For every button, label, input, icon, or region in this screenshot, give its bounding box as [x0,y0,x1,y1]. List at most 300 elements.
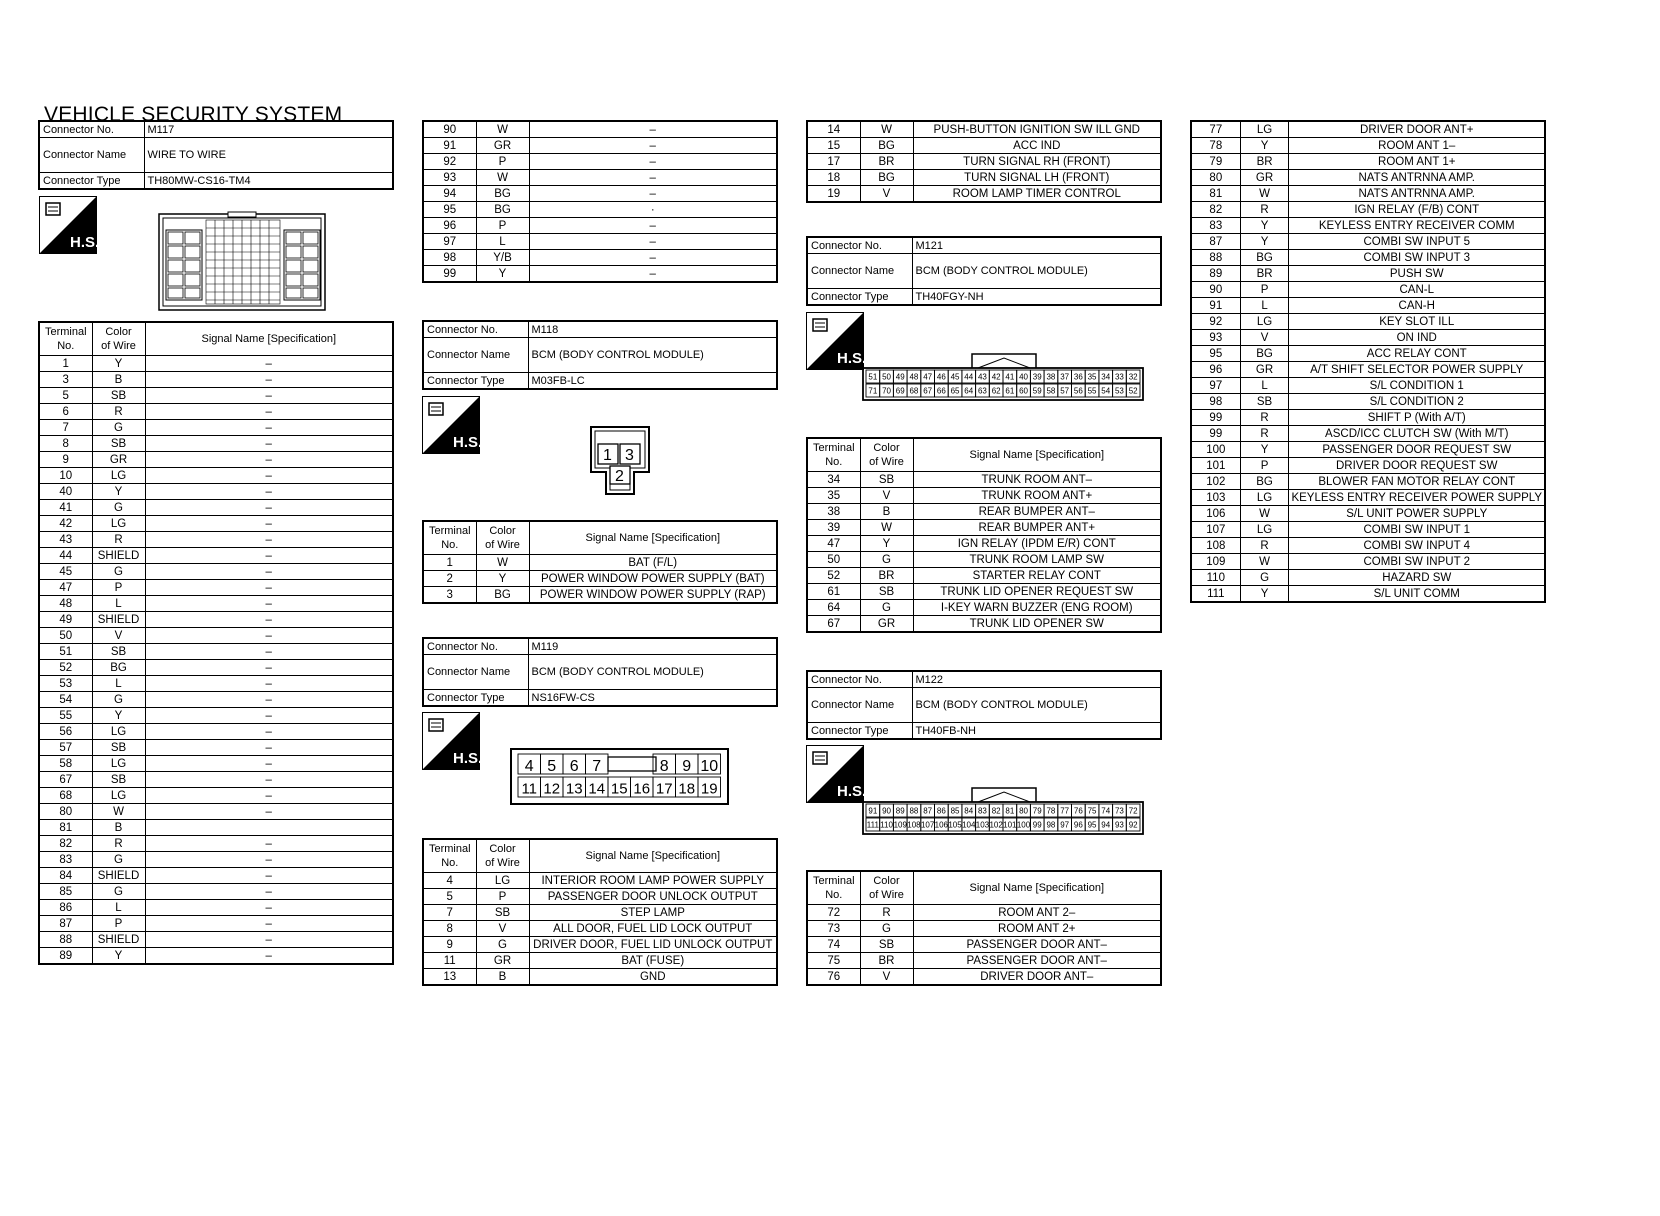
signal-cell: – [145,404,393,420]
pin-number: 91 [868,806,878,816]
pin-number: 96 [1073,820,1083,830]
table-row [1191,186,1545,202]
signal-cell: – [145,772,393,788]
label: Connector Type [423,690,528,707]
m118-connector-diagram [590,426,650,496]
m118-pin: 1 [603,447,612,464]
signal-cell: CAN-L [1289,282,1545,298]
table-row [39,804,393,820]
terminal-cell: 50 [807,552,860,568]
signal-cell: PUSH SW [1289,266,1545,282]
signal-cell: INTERIOR ROOM LAMP POWER SUPPLY [529,873,777,889]
terminal-cell: 8 [39,436,92,452]
terminal-cell: 55 [39,708,92,724]
table-row [423,266,777,283]
signal-cell: POWER WINDOW POWER SUPPLY (BAT) [529,571,777,587]
color-cell: P [1240,282,1289,298]
terminal-cell: 89 [1191,266,1240,282]
value: M122 [912,671,1161,688]
signal-cell: HAZARD SW [1289,570,1545,586]
pin-number: 109 [893,820,907,830]
color-cell: Y [92,484,145,500]
color-cell: BG [1240,346,1289,362]
pin-number: 80 [1019,806,1029,816]
signal-cell: – [145,948,393,965]
signal-header: Signal Name [Specification] [913,871,1161,905]
color-cell: G [860,921,913,937]
terminal-cell: 64 [807,600,860,616]
m121-connector-diagram [862,352,1146,402]
value: TH40FGY-NH [912,289,1161,306]
color-cell: G [92,420,145,436]
signal-cell: – [145,356,393,372]
table-row [1191,362,1545,378]
hs-label: H.S. [70,234,100,251]
signal-cell: IGN RELAY (F/B) CONT [1289,202,1545,218]
signal-cell: – [145,452,393,468]
value: BCM (BODY CONTROL MODULE) [528,655,777,690]
pin-number: 74 [1101,806,1111,816]
table-row [1191,490,1545,506]
table-row [423,921,777,937]
color-cell: SB [860,584,913,600]
m117-connector-diagram [158,212,328,312]
table-row [39,612,393,628]
terminal-cell: 110 [1191,570,1240,586]
signal-cell: GND [529,969,777,986]
color-cell: Y [476,571,529,587]
terminal-header: Terminal No. [807,871,860,905]
pin-number: 79 [1032,806,1042,816]
color-cell: G [92,692,145,708]
table-row [39,708,393,724]
pin-number: 90 [882,806,892,816]
table-row [1191,250,1545,266]
signal-cell: STARTER RELAY CONT [913,568,1161,584]
pin-number: 18 [678,780,696,798]
pin-number: 33 [1114,372,1124,382]
pin-number: 84 [964,806,974,816]
terminal-cell: 74 [807,937,860,953]
color-cell: LG [476,873,529,889]
pin-number: 16 [633,780,651,798]
table-row [1191,202,1545,218]
color-cell: SB [860,937,913,953]
signal-cell: COMBI SW INPUT 2 [1289,554,1545,570]
m121-pin-table [806,437,1162,633]
table-row [807,504,1161,520]
table-row [39,740,393,756]
table-row [1191,442,1545,458]
terminal-cell: 96 [423,218,476,234]
terminal-cell: 75 [807,953,860,969]
color-cell: W [476,170,529,186]
color-cell: Y [476,266,529,283]
table-row [1191,298,1545,314]
signal-cell: COMBI SW INPUT 5 [1289,234,1545,250]
signal-cell: ROOM ANT 1+ [1289,154,1545,170]
pin-number: 86 [936,806,946,816]
table-row [1191,154,1545,170]
table-row [1191,170,1545,186]
color-cell: W [476,555,529,571]
signal-cell: PASSENGER DOOR ANT– [913,937,1161,953]
table-row [1191,234,1545,250]
color-cell: W [1240,554,1289,570]
terminal-cell: 1 [423,555,476,571]
table-row [423,250,777,266]
signal-cell: – [145,724,393,740]
color-cell: G [1240,570,1289,586]
signal-cell: – [529,121,777,138]
terminal-cell: 95 [1191,346,1240,362]
signal-cell: – [529,186,777,202]
signal-cell: – [529,154,777,170]
color-cell: B [92,820,145,836]
pin-number: 66 [936,386,946,396]
terminal-cell: 47 [39,580,92,596]
label: Connector Type [39,173,144,190]
color-cell: SB [476,905,529,921]
table-row [1191,426,1545,442]
table-row [39,836,393,852]
color-cell: Y [1240,138,1289,154]
signal-cell: – [145,708,393,724]
signal-cell: – [145,756,393,772]
color-cell: W [92,804,145,820]
color-cell: LG [92,788,145,804]
pin-number: 52 [1128,386,1138,396]
pin-number: 15 [610,780,628,798]
signal-cell: STEP LAMP [529,905,777,921]
color-cell: L [92,900,145,916]
pin-number: 53 [1114,386,1124,396]
table-row [1191,458,1545,474]
terminal-cell: 98 [1191,394,1240,410]
signal-cell: – [145,580,393,596]
terminal-cell: 97 [423,234,476,250]
color-header: Color of Wire [476,839,529,873]
page-title: VEHICLE SECURITY SYSTEM [44,103,343,126]
signal-cell: – [529,138,777,154]
terminal-header: Terminal No. [807,438,860,472]
signal-cell: BAT (FUSE) [529,953,777,969]
table-row [39,788,393,804]
terminal-cell: 78 [1191,138,1240,154]
signal-cell: – [529,250,777,266]
terminal-cell: 106 [1191,506,1240,522]
pin-number: 110 [880,820,893,830]
pin-number: 44 [964,372,974,382]
value: M03FB-LC [528,373,777,390]
table-row [39,724,393,740]
signal-cell: – [145,644,393,660]
color-cell: BR [1240,266,1289,282]
terminal-cell: 80 [1191,170,1240,186]
harness-side-icon [39,196,100,254]
color-cell: BG [860,170,913,186]
color-cell: R [1240,426,1289,442]
pin-number: 39 [1032,372,1042,382]
svg-text:H.S.: H.S. [453,434,483,451]
signal-cell: KEYLESS ENTRY RECEIVER COMM [1289,218,1545,234]
signal-header: Signal Name [Specification] [529,521,777,555]
terminal-cell: 4 [423,873,476,889]
color-cell: BR [860,154,913,170]
terminal-cell: 14 [807,121,860,138]
table-row [1191,474,1545,490]
signal-cell: – [145,692,393,708]
terminal-cell: 18 [807,170,860,186]
table-row [1191,586,1545,603]
table-row [807,937,1161,953]
terminal-cell: 53 [39,676,92,692]
signal-cell: ACC RELAY CONT [1289,346,1545,362]
terminal-cell: 56 [39,724,92,740]
signal-cell: – [145,628,393,644]
color-cell: SHIELD [92,548,145,564]
pin-number: 61 [1005,386,1015,396]
terminal-cell: 99 [1191,410,1240,426]
color-cell: BG [92,660,145,676]
terminal-cell: 108 [1191,538,1240,554]
table-row [807,520,1161,536]
pin-number: 60 [1019,386,1029,396]
color-cell: BG [860,138,913,154]
color-cell: R [92,532,145,548]
table-row [423,571,777,587]
signal-cell: PASSENGER DOOR REQUEST SW [1289,442,1545,458]
color-cell: Y/B [476,250,529,266]
terminal-cell: 19 [807,186,860,203]
m122-connector-diagram [862,786,1146,836]
color-cell: SB [92,436,145,452]
signal-cell: – [529,234,777,250]
label: Connector No. [39,121,144,138]
value: WIRE TO WIRE [144,138,393,173]
color-cell: LG [1240,522,1289,538]
table-row [423,969,777,986]
table-row [39,692,393,708]
table-row [39,884,393,900]
table-row [807,600,1161,616]
signal-cell: PUSH-BUTTON IGNITION SW ILL GND [913,121,1161,138]
label: Connector Name [39,138,144,173]
terminal-cell: 102 [1191,474,1240,490]
signal-cell: S/L CONDITION 2 [1289,394,1545,410]
signal-cell: CAN-H [1289,298,1545,314]
value: NS16FW-CS [528,690,777,707]
signal-cell: – [529,218,777,234]
signal-cell: TRUNK ROOM LAMP SW [913,552,1161,568]
terminal-cell: 89 [39,948,92,965]
pin-number: 88 [909,806,919,816]
color-cell: B [860,504,913,520]
pin-number: 103 [975,820,990,830]
svg-text:H.S.: H.S. [453,750,483,767]
pin-number: 47 [923,372,933,382]
signal-cell: – [145,868,393,884]
pin-number: 64 [964,386,974,396]
pin-number: 19 [700,780,718,798]
pin-number: 68 [909,386,919,396]
pin-number: 56 [1073,386,1083,396]
terminal-cell: 87 [39,916,92,932]
label: Connector No. [807,237,912,254]
color-cell: B [92,372,145,388]
pin-number: 93 [1114,820,1124,830]
pin-number: 58 [1046,386,1056,396]
table-row [807,488,1161,504]
signal-cell: – [529,266,777,283]
signal-cell: – [145,852,393,868]
terminal-cell: 52 [39,660,92,676]
m122-pin-table [806,870,1162,986]
table-row [423,138,777,154]
color-cell: GR [476,138,529,154]
terminal-cell: 84 [39,868,92,884]
label: Connector Type [423,373,528,390]
color-cell: LG [92,756,145,772]
signal-cell: – [145,900,393,916]
color-cell: Y [1240,586,1289,603]
signal-cell: S/L UNIT POWER SUPPLY [1289,506,1545,522]
table-row [807,154,1161,170]
color-cell: SB [92,388,145,404]
terminal-cell: 7 [39,420,92,436]
pin-number: 107 [920,820,935,830]
signal-cell: KEY SLOT ILL [1289,314,1545,330]
color-cell: R [92,836,145,852]
m122-continued-pin-table [1190,120,1546,603]
pin-number: 104 [962,820,976,830]
color-cell: Y [92,356,145,372]
color-cell: SHIELD [92,868,145,884]
signal-cell: – [145,788,393,804]
signal-cell: IGN RELAY (IPDM E/R) CONT [913,536,1161,552]
signal-cell: – [145,372,393,388]
terminal-cell: 44 [39,548,92,564]
table-row [39,756,393,772]
signal-cell: – [145,532,393,548]
table-row [807,921,1161,937]
pin-number: 10 [700,758,719,775]
color-cell: GR [92,452,145,468]
signal-cell: NATS ANTRNNA AMP. [1289,186,1545,202]
pin-number: 92 [1128,820,1138,830]
pin-number: 76 [1073,806,1083,816]
table-row [39,580,393,596]
table-row [39,548,393,564]
color-cell: BR [860,953,913,969]
table-row [1191,121,1545,138]
table-row [1191,538,1545,554]
table-row [807,584,1161,600]
table-row [807,186,1161,203]
pin-number: 100 [1016,820,1031,830]
signal-cell: – [145,436,393,452]
pin-number: 106 [934,820,949,830]
signal-cell: – [145,500,393,516]
table-row [39,452,393,468]
table-row [1191,506,1545,522]
value: BCM (BODY CONTROL MODULE) [912,254,1161,289]
pin-number: 9 [682,758,692,775]
pin-number: 34 [1101,372,1111,382]
harness-side-icon [806,312,867,370]
pin-number: 12 [543,780,561,798]
table-row [1191,346,1545,362]
pin-number: 46 [936,372,946,382]
color-cell: W [860,121,913,138]
table-row [1191,410,1545,426]
color-cell: P [1240,458,1289,474]
pin-number: 105 [948,820,962,830]
terminal-cell: 5 [423,889,476,905]
terminal-cell: 107 [1191,522,1240,538]
pin-number: 5 [547,758,557,775]
terminal-cell: 52 [807,568,860,584]
signal-cell: – [145,836,393,852]
table-row [39,500,393,516]
pin-number: 77 [1060,806,1070,816]
terminal-cell: 57 [39,740,92,756]
terminal-cell: 54 [39,692,92,708]
value: M118 [528,321,777,338]
table-row [1191,378,1545,394]
pin-number: 36 [1073,372,1083,382]
color-cell: L [92,676,145,692]
signal-cell: – [145,884,393,900]
color-cell: BG [476,202,529,218]
terminal-cell: 92 [1191,314,1240,330]
signal-cell [145,820,393,836]
label: Connector No. [807,671,912,688]
signal-cell: TRUNK ROOM ANT– [913,472,1161,488]
pin-number: 89 [895,806,905,816]
terminal-cell: 80 [39,804,92,820]
terminal-cell: 43 [39,532,92,548]
color-cell: SB [92,644,145,660]
color-cell: LG [92,516,145,532]
color-cell: L [476,234,529,250]
color-cell: R [1240,202,1289,218]
m118-pin: 3 [625,447,634,464]
terminal-header: Terminal No. [39,322,92,356]
table-row [39,932,393,948]
table-row [1191,218,1545,234]
label: Connector Name [807,254,912,289]
terminal-cell: 91 [1191,298,1240,314]
table-row [807,536,1161,552]
pin-number: 85 [950,806,960,816]
table-row [423,218,777,234]
table-row [807,472,1161,488]
color-cell: Y [860,536,913,552]
table-row [39,372,393,388]
pin-number: 51 [868,372,878,382]
table-row [39,948,393,965]
pin-number: 71 [868,386,878,396]
m118-pin: 2 [615,468,624,485]
pin-number: 48 [909,372,919,382]
color-cell: LG [1240,314,1289,330]
terminal-cell: 88 [39,932,92,948]
color-cell: L [92,596,145,612]
terminal-cell: 77 [1191,121,1240,138]
pin-number: 32 [1128,372,1138,382]
table-row [807,138,1161,154]
